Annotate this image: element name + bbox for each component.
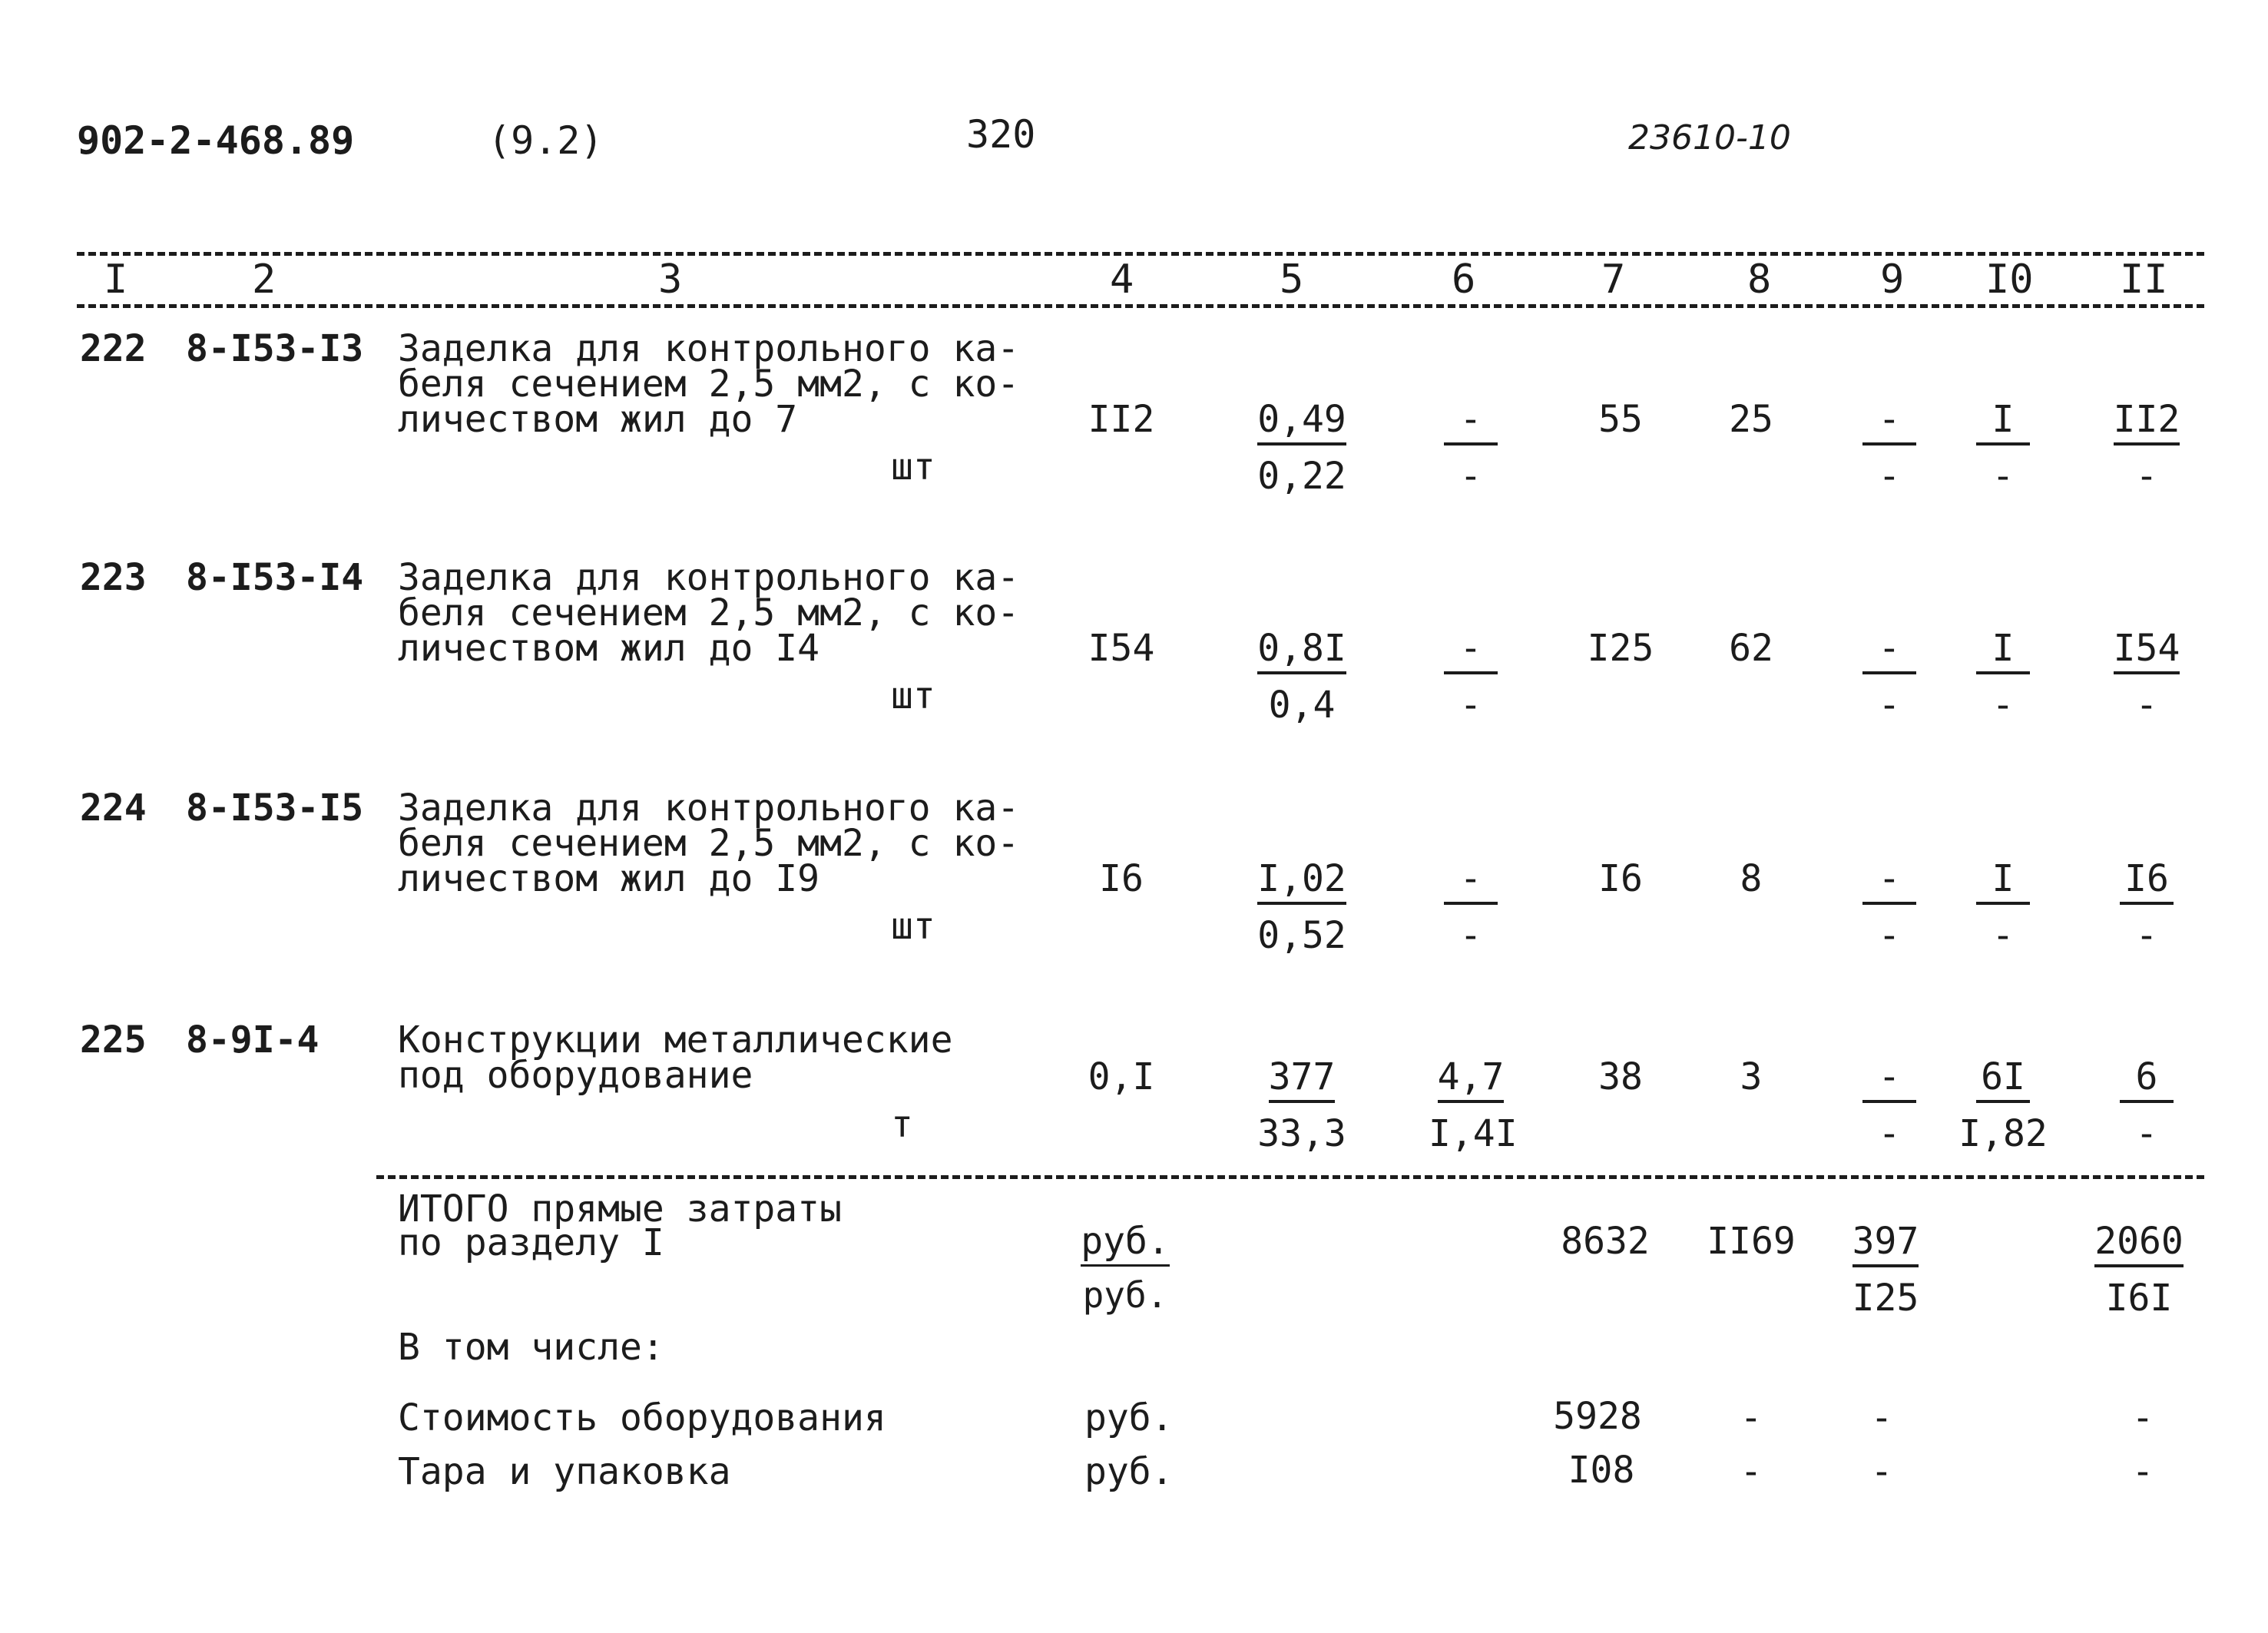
archive-number: 23610-10 — [1628, 118, 1791, 157]
col-header-9: 9 — [1880, 257, 1905, 303]
col9-value: - - — [1851, 1058, 1928, 1152]
col6-value: 4,7 I,4I — [1429, 1055, 1518, 1155]
row-description-line: Заделка для контрольного ка- — [398, 327, 1020, 370]
col5-value: I,02 0,52 — [1257, 857, 1346, 957]
rate-code: 8-9I-4 — [186, 1019, 320, 1062]
packaging-label: Тара и упаковка — [398, 1450, 731, 1493]
totals-col9: 397 I25 — [1852, 1220, 1919, 1320]
col-header-5: 5 — [1280, 257, 1304, 303]
row-description-line: под оборудование — [398, 1054, 753, 1097]
row-description-line: личеством жил до 7 — [398, 398, 798, 441]
col10-value: I - — [1957, 630, 2049, 724]
equipment-cost-col7: 5928 — [1553, 1395, 1642, 1438]
totals-label-line2: по разделу I — [398, 1221, 664, 1264]
col7-value: 55 — [1598, 398, 1643, 441]
row-description-line: Конструкции металлические — [398, 1019, 953, 1062]
quantity: I54 — [1088, 627, 1155, 670]
equipment-cost-unit: руб. — [1084, 1396, 1174, 1439]
col11-value: I54 - — [2113, 627, 2180, 727]
col6-value: - - — [1429, 401, 1513, 495]
col11-value: II2 - — [2113, 398, 2180, 498]
col9-value: - - — [1851, 630, 1928, 724]
packaging-col11: - — [2131, 1450, 2154, 1493]
row-number: 223 — [80, 556, 147, 599]
col-header-7: 7 — [1601, 257, 1626, 303]
row-description-line: личеством жил до I9 — [398, 857, 820, 900]
col-header-4: 4 — [1110, 257, 1134, 303]
including-label: В том числе: — [398, 1326, 664, 1369]
totals-col8: II69 — [1707, 1220, 1796, 1263]
header-top-rule — [77, 252, 2204, 256]
quantity: I6 — [1099, 857, 1144, 900]
col-header-10: I0 — [1985, 257, 2034, 303]
unit-of-measure: шт — [891, 446, 935, 489]
col9-value: - - — [1851, 401, 1928, 495]
col6-value: - - — [1429, 860, 1513, 954]
rate-code: 8-I53-I3 — [186, 327, 364, 370]
col7-value: 38 — [1598, 1055, 1643, 1098]
packaging-col7: I08 — [1568, 1449, 1635, 1492]
row-description-line: беля сечением 2,5 мм2, с ко- — [398, 363, 1020, 406]
row-description-line: Заделка для контрольного ка- — [398, 787, 1020, 830]
col-header-8: 8 — [1747, 257, 1772, 303]
document-code: 902-2-468.89 — [77, 118, 355, 163]
col8-value: 25 — [1729, 398, 1773, 441]
rate-code: 8-I53-I4 — [186, 556, 364, 599]
col-header-11: II — [2120, 257, 2168, 303]
totals-col7: 8632 — [1561, 1220, 1650, 1263]
col5-value: 0,8I 0,4 — [1257, 627, 1346, 727]
col11-value: 6 - — [2104, 1058, 2189, 1152]
row-number: 222 — [80, 327, 147, 370]
col10-value: 6I I,82 — [1958, 1055, 2048, 1155]
packaging-unit: руб. — [1084, 1450, 1174, 1493]
unit-of-measure: шт — [891, 674, 935, 717]
col10-value: I - — [1957, 860, 2049, 954]
col10-value: I - — [1957, 401, 2049, 495]
row-description-line: беля сечением 2,5 мм2, с ко- — [398, 591, 1020, 634]
equipment-cost-col9: - — [1870, 1396, 1893, 1439]
col-header-2: 2 — [252, 257, 276, 303]
col-header-3: 3 — [658, 257, 683, 303]
unit-of-measure: т — [891, 1103, 913, 1146]
row-description-line: беля сечением 2,5 мм2, с ко- — [398, 822, 1020, 865]
col8-value: 3 — [1740, 1055, 1763, 1098]
col5-value: 377 33,3 — [1257, 1055, 1346, 1155]
col-header-6: 6 — [1452, 257, 1476, 303]
row-number: 225 — [80, 1019, 147, 1062]
packaging-col8: - — [1740, 1450, 1763, 1493]
col-header-1: I — [104, 257, 128, 303]
quantity: II2 — [1088, 398, 1155, 441]
rate-code: 8-I53-I5 — [186, 787, 364, 830]
equipment-cost-label: Стоимость оборудования — [398, 1396, 886, 1439]
row-description-line: личеством жил до I4 — [398, 627, 820, 670]
col9-value: - - — [1851, 860, 1928, 954]
totals-col11: 2060 I6I — [2094, 1220, 2184, 1320]
row-description-line: Заделка для контрольного ка- — [398, 556, 1020, 599]
totals-rule — [376, 1175, 2204, 1179]
col8-value: 8 — [1740, 857, 1763, 900]
header-bottom-rule — [77, 304, 2204, 308]
equipment-cost-col11: - — [2131, 1396, 2154, 1439]
totals-unit: руб. руб. — [1081, 1220, 1170, 1316]
col6-value: - - — [1429, 630, 1513, 724]
totals-label-line1: ИТОГО прямые затраты — [398, 1187, 842, 1231]
equipment-cost-col8: - — [1740, 1396, 1763, 1439]
col7-value: I6 — [1598, 857, 1643, 900]
unit-of-measure: шт — [891, 905, 935, 948]
col11-value: I6 - — [2104, 860, 2189, 954]
col7-value: I25 — [1587, 627, 1654, 670]
packaging-col9: - — [1870, 1450, 1893, 1493]
row-number: 224 — [80, 787, 147, 830]
col5-value: 0,49 0,22 — [1257, 398, 1346, 498]
col8-value: 62 — [1729, 627, 1773, 670]
quantity: 0,I — [1088, 1055, 1155, 1098]
section-number: (9.2) — [488, 118, 604, 163]
page-number: 320 — [966, 112, 1036, 157]
